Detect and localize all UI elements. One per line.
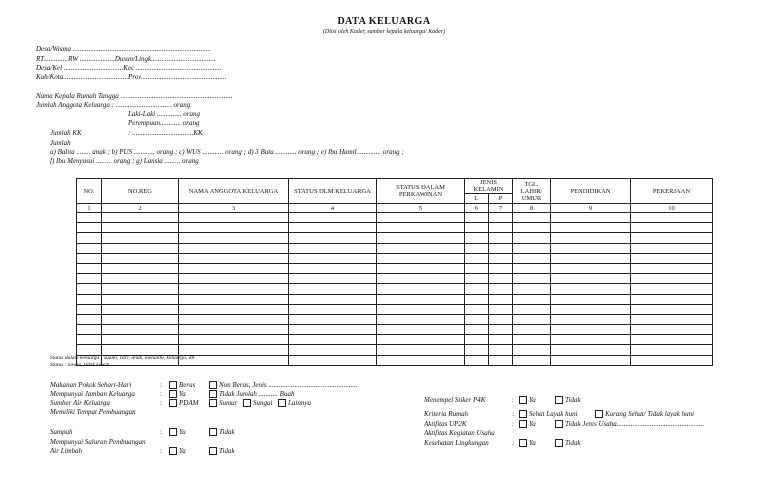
up2k-jenis-field[interactable]: Tidak Jenis Usaha..................................................: [565, 420, 705, 428]
table-cell[interactable]: [102, 335, 179, 345]
page-subtitle: (Diisi oleh Kader, sumber kepala keluarga/ Kader): [322, 29, 446, 35]
table-row: [77, 263, 713, 273]
table-row: [77, 304, 713, 314]
table-cell[interactable]: [465, 304, 489, 314]
table-cell[interactable]: [513, 284, 551, 294]
table-cell[interactable]: [179, 223, 289, 233]
desa-kel-field[interactable]: Desa/Kel ..................................Kec .................................................: [36, 64, 222, 72]
table-cell[interactable]: [377, 223, 465, 233]
table-cell[interactable]: [179, 325, 289, 335]
table-row: [77, 253, 713, 263]
jumlah-line-f[interactable]: f) Ibu Menyusui ......... orang ; g) Lansia ......... orang: [50, 157, 199, 165]
table-cell[interactable]: [289, 294, 377, 304]
table-cell[interactable]: [513, 263, 551, 273]
table-cell[interactable]: [465, 233, 489, 243]
table-cell[interactable]: [102, 213, 179, 223]
lainnya-checkbox[interactable]: [278, 399, 286, 407]
table-cell[interactable]: [465, 355, 489, 365]
table-cell[interactable]: [631, 253, 713, 263]
table-cell[interactable]: [631, 263, 713, 273]
kesehatan-lingkungan-label: Kesehatan Lingkungan: [424, 439, 489, 447]
table-cell[interactable]: [631, 274, 713, 284]
status-note-1: Status dalam keluarga : suami, istri, anak, menantu, keluarga, dll: [50, 355, 195, 361]
col-header-status-keluarga: STATUS DLM KELUARGA: [289, 179, 377, 204]
table-row: [77, 314, 713, 324]
table-cell[interactable]: [551, 345, 631, 355]
col-header-l: L: [465, 194, 489, 204]
table-cell[interactable]: [551, 294, 631, 304]
kesehatan-ya-label: Ya: [529, 439, 536, 447]
table-cell[interactable]: [465, 345, 489, 355]
table-cell[interactable]: [489, 213, 513, 223]
up2k-tidak-checkbox[interactable]: [555, 420, 563, 428]
table-cell[interactable]: [77, 284, 102, 294]
table-cell[interactable]: [377, 355, 465, 365]
kesehatan-tidak-label: Tidak: [565, 439, 581, 447]
table-cell[interactable]: [289, 263, 377, 273]
table-cell[interactable]: [513, 325, 551, 335]
table-cell[interactable]: [489, 223, 513, 233]
table-cell[interactable]: [102, 243, 179, 253]
colon: :: [512, 439, 514, 447]
non-beras-label[interactable]: Non Beras, Jenis ...................................................: [219, 381, 358, 389]
table-cell[interactable]: [77, 314, 102, 324]
table-cell[interactable]: [289, 345, 377, 355]
up2k-label: Aktifitas UP2K: [424, 420, 467, 428]
col-header-noreg: NO.REG: [102, 179, 179, 204]
sampah-ya-label: Ya: [179, 428, 186, 436]
table-cell[interactable]: [631, 284, 713, 294]
table-cell[interactable]: [179, 294, 289, 304]
beras-label: Beras: [179, 381, 196, 389]
table-cell[interactable]: [77, 345, 102, 355]
table-cell[interactable]: [513, 253, 551, 263]
table-row: [77, 345, 713, 355]
table-cell[interactable]: [465, 223, 489, 233]
table-cell[interactable]: [465, 243, 489, 253]
tempat-pembuangan-label: Memiliki Tempat Pembuangan: [50, 408, 136, 416]
table-cell[interactable]: [513, 294, 551, 304]
table-cell[interactable]: [489, 345, 513, 355]
sampah-label: Sampah: [50, 428, 73, 436]
sungai-label: Sungai: [253, 399, 273, 407]
sampah-tidak-checkbox[interactable]: [209, 428, 217, 436]
up2k-ya-checkbox[interactable]: [519, 420, 527, 428]
table-cell[interactable]: [551, 314, 631, 324]
table-cell[interactable]: [377, 304, 465, 314]
table-cell[interactable]: [631, 304, 713, 314]
table-cell[interactable]: [631, 325, 713, 335]
table-cell[interactable]: [102, 345, 179, 355]
table-cell[interactable]: [489, 284, 513, 294]
table-cell[interactable]: [102, 294, 179, 304]
table-cell[interactable]: [179, 233, 289, 243]
table-cell[interactable]: [465, 213, 489, 223]
table-cell[interactable]: [513, 314, 551, 324]
colon: :: [512, 420, 514, 428]
table-cell[interactable]: [551, 223, 631, 233]
table-cell[interactable]: [179, 213, 289, 223]
table-cell[interactable]: [551, 243, 631, 253]
colon: :: [160, 399, 162, 407]
table-cell[interactable]: [513, 233, 551, 243]
pdam-label: PDAM: [179, 399, 199, 407]
kepala-rumah-tangga-field[interactable]: Nama Kepala Rumah Tangga ................................................................: [36, 92, 233, 100]
table-cell[interactable]: [179, 314, 289, 324]
col-number: 6: [465, 204, 489, 213]
table-cell[interactable]: [102, 304, 179, 314]
jamban-tidak-checkbox[interactable]: [209, 390, 217, 398]
table-cell[interactable]: [77, 243, 102, 253]
table-row: [77, 274, 713, 284]
col-header-jenis-kelamin: JENIS KELAMIN: [465, 179, 513, 194]
table-cell[interactable]: [289, 355, 377, 365]
jamban-tidak-label[interactable]: Tidak Jumlah ........... Buah: [219, 390, 295, 398]
table-cell[interactable]: [551, 325, 631, 335]
col-number: 7: [489, 204, 513, 213]
sumber-air-label: Sumber Air Keluarga: [50, 399, 110, 407]
jumlah-label: Jumlah: [50, 139, 71, 147]
table-row: [77, 335, 713, 345]
rt-rw-field[interactable]: RT..............RW ....................Dusun/Lingk.....................................: [36, 55, 216, 63]
table-cell[interactable]: [465, 263, 489, 273]
sehat-checkbox[interactable]: [519, 410, 527, 418]
table-header-row: [77, 179, 713, 194]
table-cell[interactable]: [513, 213, 551, 223]
col-header-pekerjaan: PEKERJAAN: [631, 179, 713, 204]
table-cell[interactable]: [489, 294, 513, 304]
pdam-checkbox[interactable]: [169, 399, 177, 407]
air-limbah-label: Air Limbah: [50, 447, 83, 455]
limbah-tidak-label: Tidak: [219, 447, 235, 455]
jamban-ya-checkbox[interactable]: [169, 390, 177, 398]
col-number: 9: [551, 204, 631, 213]
sumur-label: Sumur: [219, 399, 238, 407]
table-cell[interactable]: [631, 314, 713, 324]
stiker-p4k-label: Menempel Stiker P4K: [424, 396, 486, 404]
table-cell[interactable]: [289, 274, 377, 284]
table-cell[interactable]: [513, 304, 551, 314]
non-beras-checkbox[interactable]: [209, 381, 217, 389]
table-cell[interactable]: [77, 213, 102, 223]
col-header-status-perkawinan: STATUS DALAM PERKAWINAN: [377, 179, 465, 204]
table-row: [77, 243, 713, 253]
table-cell[interactable]: [179, 253, 289, 263]
table-cell[interactable]: [102, 253, 179, 263]
table-cell[interactable]: [551, 284, 631, 294]
beras-checkbox[interactable]: [169, 381, 177, 389]
table-cell[interactable]: [489, 233, 513, 243]
up2k-ya-label: Ya: [529, 420, 536, 428]
limbah-ya-label: Ya: [179, 447, 186, 455]
lainnya-label: Lainnya: [288, 399, 311, 407]
table-cell[interactable]: [489, 304, 513, 314]
table-cell[interactable]: [102, 223, 179, 233]
colon: :: [160, 390, 162, 398]
makanan-pokok-label: Makanan Pokok Sehari-Hari: [50, 381, 132, 389]
col-number: 5: [377, 204, 465, 213]
table-cell[interactable]: [551, 263, 631, 273]
kesehatan-tidak-checkbox[interactable]: [555, 439, 563, 447]
table-cell[interactable]: [377, 253, 465, 263]
table-cell[interactable]: [489, 314, 513, 324]
table-cell[interactable]: [489, 253, 513, 263]
table-cell[interactable]: [377, 284, 465, 294]
table-cell[interactable]: [489, 274, 513, 284]
sehat-label: Sehat Layak huni: [529, 410, 578, 418]
table-cell[interactable]: [631, 233, 713, 243]
table-cell[interactable]: [77, 304, 102, 314]
col-number: 8: [513, 204, 551, 213]
colon: :: [160, 428, 162, 436]
table-cell[interactable]: [631, 213, 713, 223]
table-cell[interactable]: [289, 243, 377, 253]
laki-laki-field[interactable]: Laki-Laki .............. orang: [128, 110, 200, 118]
stiker-ya-label: Ya: [529, 396, 536, 404]
table-cell[interactable]: [102, 284, 179, 294]
limbah-tidak-checkbox[interactable]: [209, 447, 217, 455]
kriteria-rumah-label: Kriteria Rumah: [424, 410, 469, 418]
table-cell[interactable]: [102, 274, 179, 284]
colon: :: [512, 410, 514, 418]
table-cell[interactable]: [631, 345, 713, 355]
col-number: 4: [289, 204, 377, 213]
table-row: [77, 223, 713, 233]
table-cell[interactable]: [289, 325, 377, 335]
jumlah-kk-label: Jumlah KK: [50, 129, 82, 137]
table-cell[interactable]: [377, 213, 465, 223]
table-cell[interactable]: [289, 253, 377, 263]
table-cell[interactable]: [289, 314, 377, 324]
table-cell[interactable]: [631, 335, 713, 345]
col-header-pendidikan: PENDIDIKAN: [551, 179, 631, 204]
sampah-ya-checkbox[interactable]: [169, 428, 177, 436]
table-cell[interactable]: [289, 304, 377, 314]
table-cell[interactable]: [465, 294, 489, 304]
table-cell[interactable]: [465, 274, 489, 284]
col-number: 1: [77, 204, 102, 213]
kurang-sehat-label: Kurang Sehat/ Tidak layak huni: [605, 410, 695, 418]
status-note-2: Status : kawin, tidak kawin: [50, 362, 110, 368]
table-cell[interactable]: [377, 263, 465, 273]
stiker-tidak-checkbox[interactable]: [555, 396, 563, 404]
table-cell[interactable]: [631, 355, 713, 365]
col-header-nama: NAMA ANGGOTA KELUARGA: [179, 179, 289, 204]
kesehatan-ya-checkbox[interactable]: [519, 439, 527, 447]
table-cell[interactable]: [551, 304, 631, 314]
table-cell[interactable]: [465, 253, 489, 263]
table-cell[interactable]: [489, 243, 513, 253]
table-cell[interactable]: [631, 294, 713, 304]
table-row: [77, 284, 713, 294]
sungai-checkbox[interactable]: [243, 399, 251, 407]
table-cell[interactable]: [77, 325, 102, 335]
table-cell[interactable]: [289, 233, 377, 243]
table-cell[interactable]: [289, 223, 377, 233]
perempuan-field[interactable]: Perempuan............ orang: [128, 119, 200, 127]
table-cell[interactable]: [377, 294, 465, 304]
jumlah-anggota-field[interactable]: Jumlah Anggota Keluarga : ................................ orang: [36, 101, 191, 109]
col-number: 3: [179, 204, 289, 213]
limbah-ya-checkbox[interactable]: [169, 447, 177, 455]
table-cell[interactable]: [489, 335, 513, 345]
table-cell[interactable]: [102, 325, 179, 335]
table-cell[interactable]: [513, 345, 551, 355]
table-cell[interactable]: [179, 355, 289, 365]
table-cell[interactable]: [489, 355, 513, 365]
col-number: 10: [631, 204, 713, 213]
table-row: [77, 233, 713, 243]
jamban-label: Mempunyai Jamban Keluarga: [50, 390, 135, 398]
table-cell[interactable]: [513, 335, 551, 345]
colon: :: [512, 396, 514, 404]
colon: :: [160, 381, 162, 389]
table-cell[interactable]: [513, 274, 551, 284]
table-cell[interactable]: [179, 345, 289, 355]
table-cell[interactable]: [377, 314, 465, 324]
table-cell[interactable]: [102, 314, 179, 324]
table-cell[interactable]: [77, 253, 102, 263]
table-cell[interactable]: [377, 243, 465, 253]
table-row: [77, 213, 713, 223]
table-cell[interactable]: [551, 213, 631, 223]
col-header-no: NO.: [77, 179, 102, 204]
table-cell[interactable]: [77, 223, 102, 233]
col-header-p: P: [489, 194, 513, 204]
sampah-tidak-label: Tidak: [219, 428, 235, 436]
table-cell[interactable]: [179, 243, 289, 253]
table-cell[interactable]: [465, 325, 489, 335]
saluran-label: Mempunyai Saluran Pembuangan: [50, 438, 146, 446]
table-cell[interactable]: [513, 223, 551, 233]
table-cell[interactable]: [631, 243, 713, 253]
col-header-tgl-lahir: TGL. LAHIR/ UMUR: [513, 179, 551, 204]
table-cell[interactable]: [289, 213, 377, 223]
table-cell[interactable]: [377, 233, 465, 243]
table-cell[interactable]: [179, 335, 289, 345]
table-row: [77, 294, 713, 304]
table-row: [77, 325, 713, 335]
table-cell[interactable]: [289, 284, 377, 294]
table-cell[interactable]: [465, 335, 489, 345]
colon: :: [160, 447, 162, 455]
table-body: [77, 213, 713, 366]
desa-wisma-field[interactable]: Desa/Wisma ...............................................................................: [36, 45, 211, 53]
page-title: DATA KELUARGA: [337, 16, 431, 27]
table-cell[interactable]: [551, 233, 631, 243]
table-cell[interactable]: [179, 274, 289, 284]
table-cell[interactable]: [179, 284, 289, 294]
table-cell[interactable]: [102, 233, 179, 243]
table-cell[interactable]: [102, 263, 179, 273]
table-cell[interactable]: [77, 263, 102, 273]
table-cell[interactable]: [377, 345, 465, 355]
table-cell[interactable]: [377, 335, 465, 345]
kegiatan-usaha-label: Aktifitas Kegiatan Usaha: [424, 429, 495, 437]
table-cell[interactable]: [289, 335, 377, 345]
table-cell[interactable]: [377, 274, 465, 284]
jumlah-line-a[interactable]: a) Balita ........ anak ; b) PUS ............ orang ; c) WUS ............ orang ; d) 3 Buta ............ orang ; e) Ibu Hamil.............. orang ;: [50, 148, 404, 156]
stiker-ya-checkbox[interactable]: [519, 396, 527, 404]
table-cell[interactable]: [631, 223, 713, 233]
table-cell[interactable]: [77, 335, 102, 345]
table-cell[interactable]: [179, 263, 289, 273]
table-cell[interactable]: [489, 325, 513, 335]
jumlah-kk-field[interactable]: : ...................................KK: [128, 129, 203, 137]
table-cell[interactable]: [77, 274, 102, 284]
sumur-checkbox[interactable]: [209, 399, 217, 407]
table-cell[interactable]: [513, 355, 551, 365]
family-data-table: [76, 178, 713, 366]
table-cell[interactable]: [551, 274, 631, 284]
table-cell[interactable]: [77, 233, 102, 243]
table-cell[interactable]: [513, 243, 551, 253]
table-cell[interactable]: [551, 335, 631, 345]
table-cell[interactable]: [465, 284, 489, 294]
table-cell[interactable]: [377, 325, 465, 335]
table-cell[interactable]: [465, 314, 489, 324]
table-cell[interactable]: [551, 253, 631, 263]
table-cell[interactable]: [551, 355, 631, 365]
stiker-tidak-label: Tidak: [565, 396, 581, 404]
kurang-sehat-checkbox[interactable]: [595, 410, 603, 418]
table-cell[interactable]: [489, 263, 513, 273]
jamban-ya-label: Ya: [179, 390, 186, 398]
col-number: 2: [102, 204, 179, 213]
table-cell[interactable]: [179, 304, 289, 314]
kab-kota-field[interactable]: Kab/Kota.....................................Prov.................................................: [36, 73, 227, 81]
column-number-row: [77, 204, 713, 213]
table-cell[interactable]: [77, 294, 102, 304]
